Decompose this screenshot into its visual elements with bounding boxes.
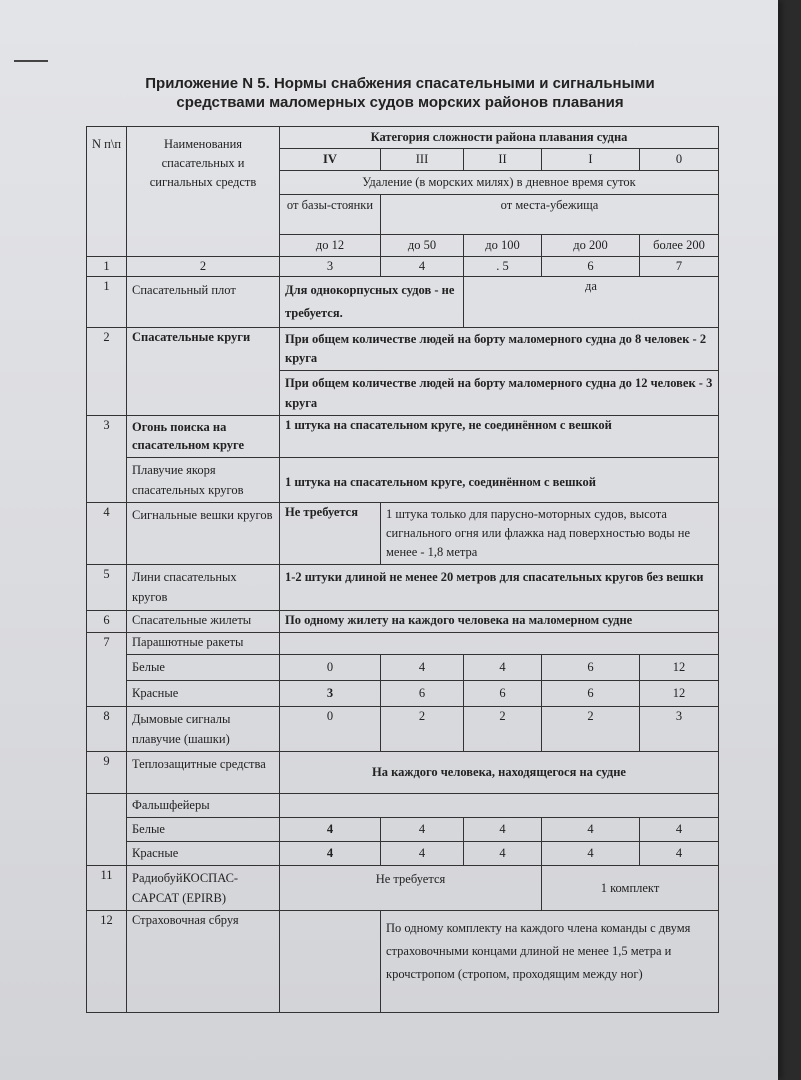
document-title — [60, 74, 740, 112]
row-10-white-iv: 4 — [280, 818, 381, 842]
row-8-i: 2 — [542, 707, 640, 752]
header-distance: Удаление (в морских милях) в дневное время суток — [280, 171, 719, 195]
colnum-5: . 5 — [464, 257, 542, 277]
row-12-name: Страховочная сбруя — [127, 911, 280, 1013]
row-10-white-ii: 4 — [464, 818, 542, 842]
row-2-up-to-8: При общем количестве людей на борту маломерного судна до 8 человек - 2 круга — [280, 328, 719, 371]
cat-iii: III — [381, 149, 464, 171]
header-category: Категория сложности района плавания судна — [280, 127, 719, 149]
row-4-name: Сигнальные вешки кругов — [127, 503, 280, 565]
row-1-single-hull: Для однокорпусных судов - не требуется. — [280, 277, 464, 328]
row-9-value: На каждого человека, находящегося на судне — [280, 752, 719, 794]
row-3-sea-anchor-value: 1 штука на спасательном круге, соединённом с вешкой — [280, 458, 719, 503]
row-10-white-0: 4 — [640, 818, 719, 842]
pen-mark — [14, 60, 48, 62]
row-10-name: Фальшфейеры — [127, 794, 280, 818]
cat-i: I — [542, 149, 640, 171]
row-10-red-ii: 4 — [464, 842, 542, 866]
row-8-ii: 2 — [464, 707, 542, 752]
colnum-1: 1 — [87, 257, 127, 277]
colnum-2: 2 — [127, 257, 280, 277]
row-7-red-iii: 6 — [381, 681, 464, 707]
row-11-name: РадиобуйКОСПАС-САРСАТ (EPIRB) — [127, 866, 280, 911]
row-7-white-ii: 4 — [464, 655, 542, 681]
row-10-red-iii: 4 — [381, 842, 464, 866]
row-1-num: 1 — [87, 277, 127, 328]
row-11-num: 11 — [87, 866, 127, 911]
row-1-name: Спасательный плот — [127, 277, 280, 328]
limit-over-200: более 200 — [640, 235, 719, 257]
limit-200: до 200 — [542, 235, 640, 257]
header-from-refuge: от места-убежища — [381, 195, 719, 235]
row-8-iv: 0 — [280, 707, 381, 752]
row-10-white: Белые — [127, 818, 280, 842]
colnum-7: 7 — [640, 257, 719, 277]
colnum-6: 6 — [542, 257, 640, 277]
row-7-red-i: 6 — [542, 681, 640, 707]
row-10-white-i: 4 — [542, 818, 640, 842]
row-12-num: 12 — [87, 911, 127, 1013]
row-7-white-iii: 4 — [381, 655, 464, 681]
row-6-value: По одному жилету на каждого человека на маломерном судне — [280, 611, 719, 633]
colnum-4: 4 — [381, 257, 464, 277]
row-5-name: Лини спасательных кругов — [127, 565, 280, 611]
row-10-red-iv: 4 — [280, 842, 381, 866]
row-8-iii: 2 — [381, 707, 464, 752]
row-7-red-ii: 6 — [464, 681, 542, 707]
row-4-not-required: Не требуется — [280, 503, 381, 565]
row-6-name: Спасательные жилеты — [127, 611, 280, 633]
row-5-num: 5 — [87, 565, 127, 611]
row-11-not-required: Не требуется — [280, 866, 542, 911]
row-3-sea-anchor: Плавучие якоря спасательных кругов — [127, 458, 280, 503]
row-7-white-0: 12 — [640, 655, 719, 681]
row-8-name: Дымовые сигналы плавучие (шашки) — [127, 707, 280, 752]
row-8-0: 3 — [640, 707, 719, 752]
supply-norms-table — [86, 126, 719, 1013]
row-10-red-0: 4 — [640, 842, 719, 866]
row-9-name: Теплозащитные средства — [127, 752, 280, 794]
row-7-white-i: 6 — [542, 655, 640, 681]
row-7-red-iv: 3 — [280, 681, 381, 707]
row-2-name: Спасательные круги — [127, 328, 280, 416]
row-11-one-set: 1 комплект — [542, 866, 719, 911]
row-7-name: Парашютные ракеты — [127, 633, 280, 655]
cat-ii: II — [464, 149, 542, 171]
row-10-red-i: 4 — [542, 842, 640, 866]
row-9-num: 9 — [87, 752, 127, 794]
header-name: Наименования спасательных и сигнальных средств — [127, 127, 280, 257]
title-line-2: средствами маломерных судов морских районов плавания — [176, 94, 624, 111]
limit-12: до 12 — [280, 235, 381, 257]
row-12-empty — [280, 911, 381, 1013]
cat-iv: IV — [280, 149, 381, 171]
row-5-value: 1-2 штуки длиной не менее 20 метров для спасательных кругов без вешки — [280, 565, 719, 611]
row-12-value: По одному комплекту на каждого члена команды с двумя страховочными концами длиной не менее 1,5 метра и крочстропом (стропом, проходящим между ног) — [381, 911, 719, 1013]
header-num: N п\п — [87, 127, 127, 257]
cat-0: 0 — [640, 149, 719, 171]
row-7-red: Красные — [127, 681, 280, 707]
row-6-num: 6 — [87, 611, 127, 633]
title-line-1: Приложение N 5. Нормы снабжения спасательными и сигнальными — [145, 75, 655, 92]
limit-100: до 100 — [464, 235, 542, 257]
colnum-3: 3 — [280, 257, 381, 277]
row-4-num: 4 — [87, 503, 127, 565]
row-8-num: 8 — [87, 707, 127, 752]
row-7-white-iv: 0 — [280, 655, 381, 681]
row-7-white: Белые — [127, 655, 280, 681]
header-from-base: от базы-стоянки — [280, 195, 381, 235]
row-7-num: 7 — [87, 633, 127, 707]
row-10-red: Красные — [127, 842, 280, 866]
row-3-search-light-value: 1 штука на спасательном круге, не соединённом с вешкой — [280, 416, 719, 458]
row-2-num: 2 — [87, 328, 127, 416]
row-2-up-to-12: При общем количестве людей на борту маломерного судна до 12 человек - 3 круга — [280, 371, 719, 416]
row-10-num — [87, 794, 127, 866]
row-10-white-iii: 4 — [381, 818, 464, 842]
row-7-empty — [280, 633, 719, 655]
row-3-num: 3 — [87, 416, 127, 503]
row-4-value: 1 штука только для парусно-моторных судов, высота сигнального огня или флажка над поверхностью воды не менее - 1,8 метра — [381, 503, 719, 565]
row-7-red-0: 12 — [640, 681, 719, 707]
row-3-search-light: Огонь поиска на спасательном круге — [127, 416, 280, 458]
limit-50: до 50 — [381, 235, 464, 257]
row-10-empty — [280, 794, 719, 818]
row-1-yes: да — [464, 277, 719, 328]
